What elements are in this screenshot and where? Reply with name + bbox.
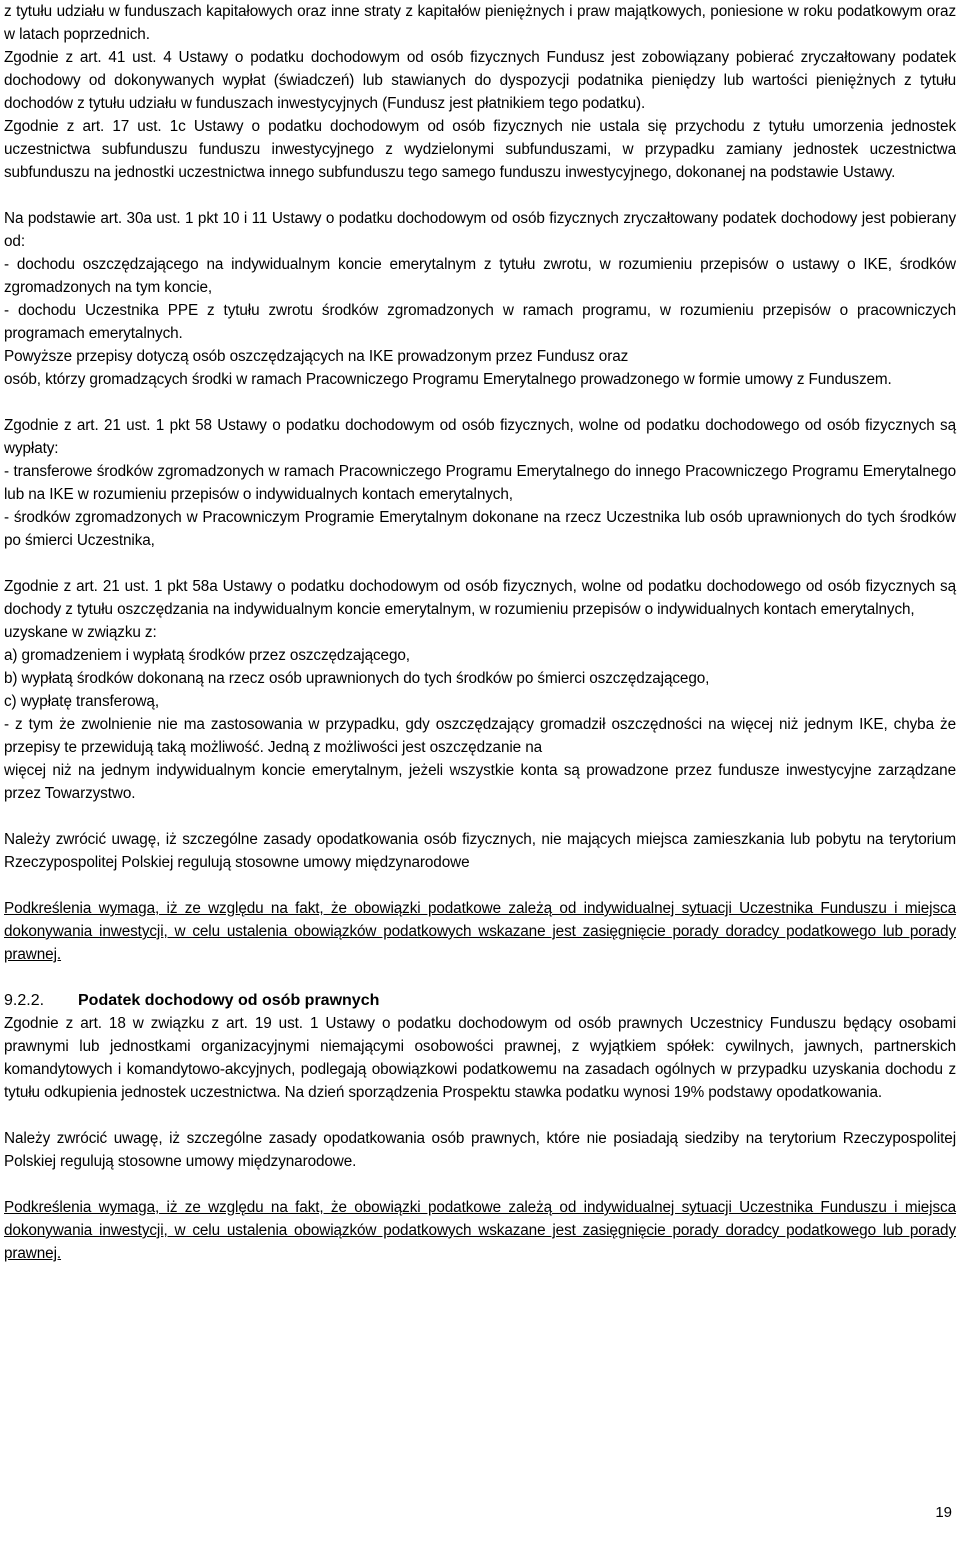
page-number: 19	[935, 1504, 952, 1521]
spacer	[4, 805, 956, 828]
paragraph: Zgodnie z art. 21 ust. 1 pkt 58 Ustawy o podatku dochodowym od osób fizycznych, wolne od podatku dochodowego od osób fizycznych są wypłaty:	[4, 417, 956, 457]
paragraph: osób, którzy gromadzących środki w ramach Pracowniczego Programu Emerytalnego prowadzonego w formie umowy z Funduszem.	[4, 371, 892, 388]
spacer	[4, 391, 956, 414]
paragraph: Zgodnie z art. 17 ust. 1c Ustawy o podatku dochodowym od osób fizycznych nie ustala się przychodu z tytułu umorzenia jednostek uczestnictwa subfunduszu funduszu inwestycyjnego z wydzielonymi subfunduszami, w przypadku zamiany jednostek uczestnictwa subfunduszu na jednostki uczestnictwa innego subfunduszu tego samego funduszu inwestycyjnego, dokonanej na podstawie Ustawy.	[4, 118, 956, 181]
section-title: Podatek dochodowy od osób prawnych	[78, 992, 380, 1009]
paragraph: więcej niż na jednym indywidualnym koncie emerytalnym, jeżeli wszystkie konta są prowadzone przez fundusze inwestycyjne zarządzane przez Towarzystwo.	[4, 762, 956, 802]
paragraph: Powyższe przepisy dotyczą osób oszczędzających na IKE prowadzonym przez Fundusz oraz	[4, 348, 629, 365]
section-number: 9.2.2.	[4, 992, 45, 1009]
underlined-notice: Podkreślenia wymaga, iż ze względu na fakt, że obowiązki podatkowe zależą od indywidualnej sytuacji Uczestnika Funduszu i miejsca dokonywania inwestycji, w celu ustalenia obowiązków podatkowych wskazane jest zasięgnięcie porady doradcy podatkowego lub porady prawnej.	[4, 1199, 956, 1262]
spacer	[4, 874, 956, 897]
paragraph: Zgodnie z art. 18 w związku z art. 19 ust. 1 Ustawy o podatku dochodowym od osób prawnych Uczestnicy Funduszu będący osobami prawnymi lub jednostkami organizacyjnymi niemającymi osobowości prawnej, z wyjątkiem spółek: cywilnych, jawnych, partnerskich komandytowych i komandytowo-akcyjnych, podlegają obowiązkowi podatkowemu na zasadach ogólnych w przypadku uzyskania dochodu z tytułu odkupienia jednostek uczestnictwa. Na dzień sporządzenia Prospektu stawka podatku wynosi 19% podstawy opodatkowania.	[4, 1015, 956, 1101]
paragraph: z tytułu udziału w funduszach kapitałowych oraz inne straty z kapitałów pieniężnych i praw majątkowych, poniesione w roku podatkowym oraz w latach poprzednich.	[4, 3, 956, 43]
list-item: - dochodu Uczestnika PPE z tytułu zwrotu środków zgromadzonych w ramach programu, w rozumieniu przepisów o pracowniczych programach emerytalnych.	[4, 302, 956, 342]
spacer	[4, 1173, 956, 1196]
spacer	[4, 966, 956, 989]
spacer	[4, 552, 956, 575]
paragraph: uzyskane w związku z:	[4, 624, 157, 641]
paragraph: Na podstawie art. 30a ust. 1 pkt 10 i 11 Ustawy o podatku dochodowym od osób fizycznych zryczałtowany podatek dochodowy jest pobierany od:	[4, 210, 956, 250]
section-heading	[4, 989, 956, 1012]
list-item: b) wypłatą środków dokonaną na rzecz osób uprawnionych do tych środków po śmierci oszczędzającego,	[4, 670, 710, 687]
paragraph: Należy zwrócić uwagę, iż szczególne zasady opodatkowania osób prawnych, które nie posiadają siedziby na terytorium Rzeczypospolitej Polskiej regulują stosowne umowy międzynarodowe.	[4, 1130, 956, 1170]
spacer	[4, 184, 956, 207]
list-item: - transferowe środków zgromadzonych w ramach Pracowniczego Programu Emerytalnego do innego Pracowniczego Programu Emerytalnego lub na IKE w rozumieniu przepisów o indywidualnych kontach emerytalnych,	[4, 463, 956, 503]
paragraph: Zgodnie z art. 41 ust. 4 Ustawy o podatku dochodowym od osób fizycznych Fundusz jest zobowiązany pobierać zryczałtowany podatek dochodowy od dokonywanych wypłat (świadczeń) lub stawianych do dyspozycji podatnika pieniędzy lub wartości pieniężnych z tytułu dochodów z tytułu udziału w funduszach inwestycyjnych (Fundusz jest płatnikiem tego podatku).	[4, 49, 956, 112]
list-item: c) wypłatę transferową,	[4, 693, 159, 710]
document-page	[4, 0, 956, 1265]
list-item: - z tym że zwolnienie nie ma zastosowania w przypadku, gdy oszczędzający gromadził oszczędności na więcej niż jednym IKE, chyba że przepisy te przewidują taką możliwość. Jedną z możliwości jest oszczędzanie na	[4, 716, 956, 756]
list-item: - dochodu oszczędzającego na indywidualnym koncie emerytalnym z tytułu zwrotu, w rozumieniu przepisów o ustawy o IKE, środków zgromadzonych na tym koncie,	[4, 256, 956, 296]
paragraph: Należy zwrócić uwagę, iż szczególne zasady opodatkowania osób fizycznych, nie mających miejsca zamieszkania lub pobytu na terytorium Rzeczypospolitej Polskiej regulują stosowne umowy międzynarodowe	[4, 831, 956, 871]
list-item: a) gromadzeniem i wypłatą środków przez oszczędzającego,	[4, 647, 410, 664]
list-item: - środków zgromadzonych w Pracowniczym Programie Emerytalnym dokonane na rzecz Uczestnika lub osób uprawnionych do tych środków po śmierci Uczestnika,	[4, 509, 956, 549]
paragraph: Zgodnie z art. 21 ust. 1 pkt 58a Ustawy o podatku dochodowym od osób fizycznych, wolne od podatku dochodowego od osób fizycznych są dochody z tytułu oszczędzania na indywidualnym koncie emerytalnym, w rozumieniu przepisów o indywidualnych kontach emerytalnych,	[4, 578, 956, 618]
underlined-notice: Podkreślenia wymaga, iż ze względu na fakt, że obowiązki podatkowe zależą od indywidualnej sytuacji Uczestnika Funduszu i miejsca dokonywania inwestycji, w celu ustalenia obowiązków podatkowych wskazane jest zasięgnięcie porady doradcy podatkowego lub porady prawnej.	[4, 900, 956, 963]
spacer	[4, 1104, 956, 1127]
